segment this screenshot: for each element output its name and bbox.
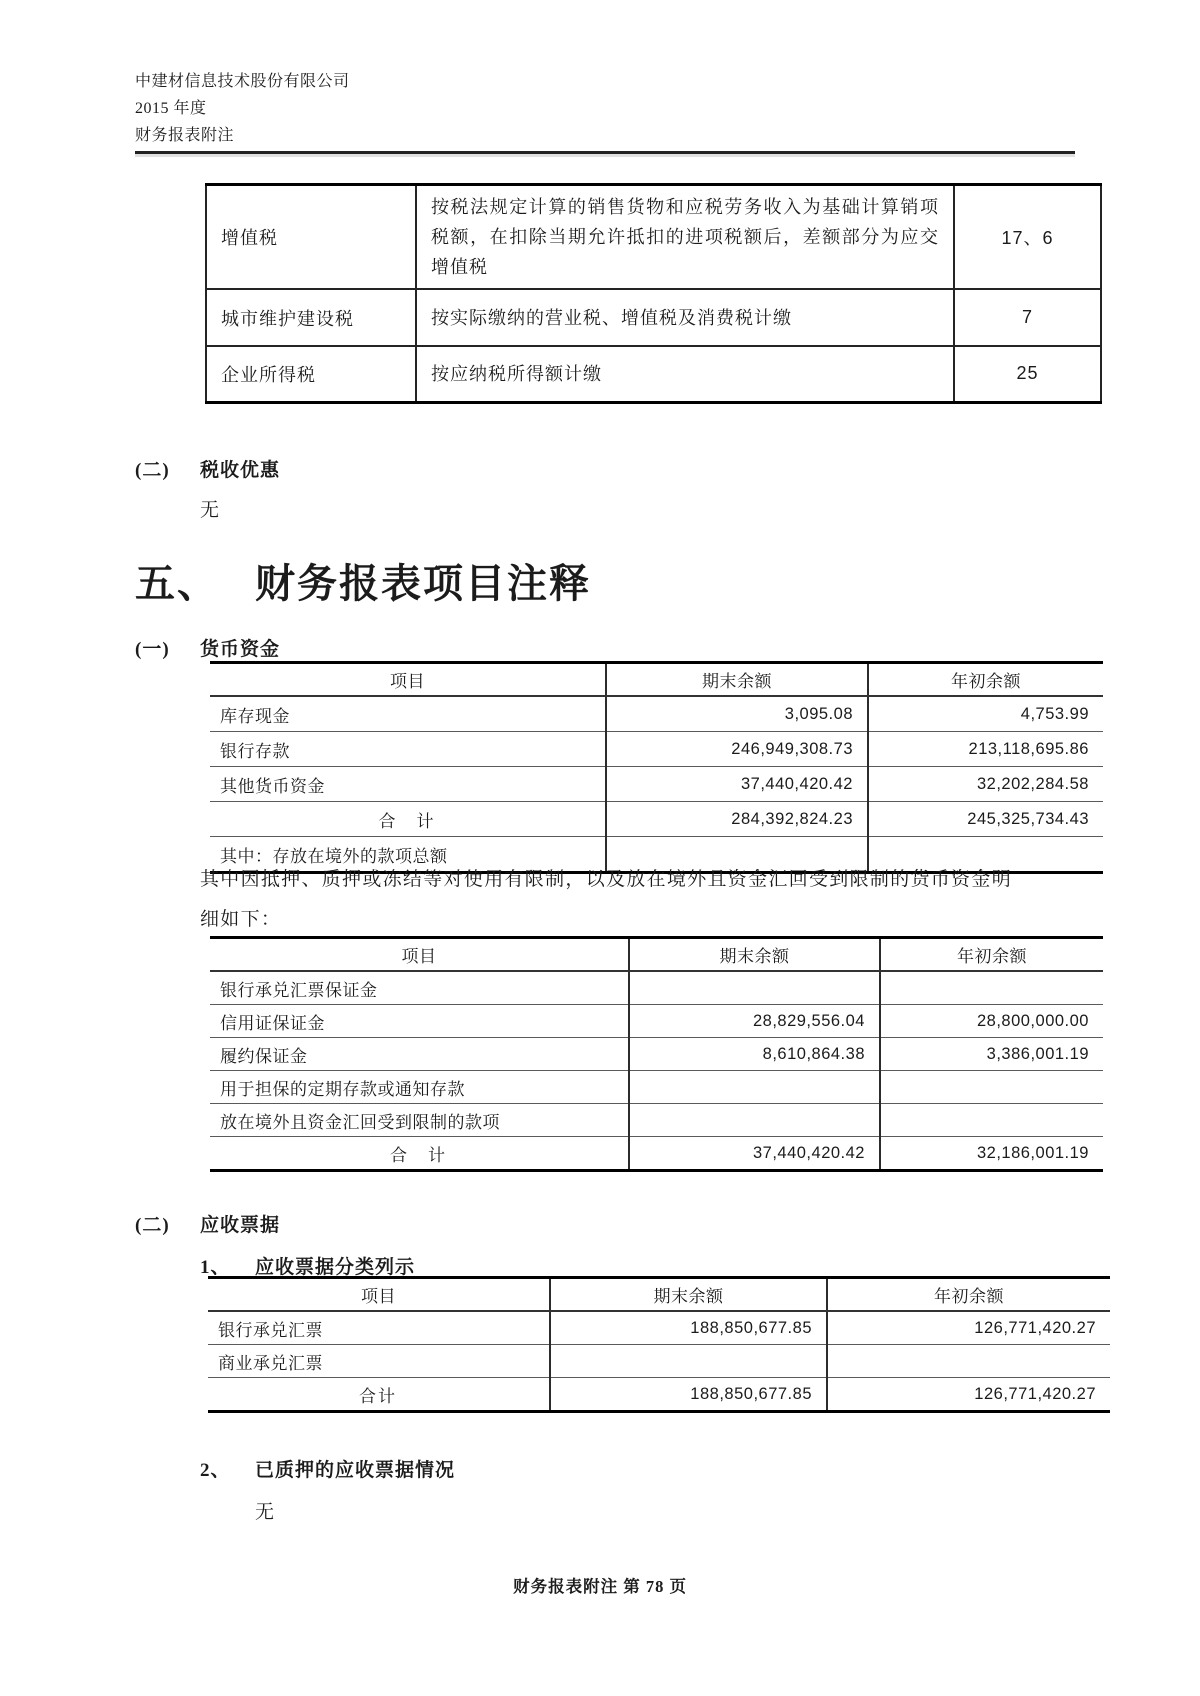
beginning-balance-cell: 32,202,284.58 (868, 767, 1103, 802)
col-header-beginning: 年初余额 (880, 938, 1103, 972)
tax-rate-cell: 25 (954, 346, 1101, 402)
tax-basis-cell: 按实际缴纳的营业税、增值税及消费税计缴 (416, 289, 954, 346)
table-row (210, 732, 1103, 767)
table-row (210, 767, 1103, 802)
ending-balance-cell: 284,392,824.23 (606, 802, 868, 837)
col-header-ending: 期末余额 (606, 663, 868, 697)
tax-name-cell: 城市维护建设税 (206, 289, 416, 346)
notes-receivable-table (208, 1276, 1110, 1413)
chapter-index: 五、 (135, 561, 219, 606)
beginning-balance-cell: 28,800,000.00 (880, 1005, 1103, 1038)
col-header-item: 项目 (210, 663, 606, 697)
restricted-note-line1: 其中因抵押、质押或冻结等对使用有限制，以及放在境外且资金汇回受到限制的货币资金明 (200, 869, 1013, 890)
beginning-balance-cell: 213,118,695.86 (868, 732, 1103, 767)
tax-basis-cell: 按税法规定计算的销售货物和应税劳务收入为基础计算销项税额，在扣除当期允许抵扣的进项税额后，差额部分为应交增值税 (416, 185, 954, 290)
ending-balance-cell: 8,610,864.38 (629, 1038, 880, 1071)
beginning-balance-cell (880, 1071, 1103, 1104)
section-index: (二) (135, 460, 170, 481)
tax-rate-table (205, 183, 1102, 404)
ending-balance-cell (629, 1071, 880, 1104)
beginning-balance-cell (880, 1104, 1103, 1137)
section-tax-preference (135, 455, 280, 482)
item-cell: 其他货币资金 (210, 767, 606, 802)
ending-balance-cell: 28,829,556.04 (629, 1005, 880, 1038)
ending-balance-cell: 3,095.08 (606, 696, 868, 732)
table-row (210, 1104, 1103, 1137)
tax-name-cell: 增值税 (206, 185, 416, 290)
table-header-row (208, 1278, 1110, 1312)
ending-balance-cell (550, 1345, 827, 1378)
ending-balance-cell (629, 1104, 880, 1137)
table-header-row (210, 938, 1103, 972)
item-cell: 其中：存放在境外的款项总额 (220, 846, 448, 866)
section-index: (一) (135, 639, 170, 660)
col-header-ending: 期末余额 (629, 938, 880, 972)
header-rule (135, 151, 1075, 154)
item-cell: 信用证保证金 (210, 1005, 629, 1038)
table-row (210, 1071, 1103, 1104)
beginning-balance-cell: 4,753.99 (868, 696, 1103, 732)
col-header-ending: 期末余额 (550, 1278, 827, 1312)
section-index: (二) (135, 1215, 170, 1236)
table-row (210, 971, 1103, 1005)
beginning-balance-cell (827, 1345, 1110, 1378)
beginning-balance-cell: 245,325,734.43 (868, 802, 1103, 837)
subsection-body: 无 (255, 1502, 276, 1523)
page-footer: 财务报表附注 第 78 页 (513, 1577, 687, 1596)
col-header-item: 项目 (210, 938, 629, 972)
beginning-balance-cell: 126,771,420.27 (827, 1311, 1110, 1345)
table-header-row (210, 663, 1103, 697)
tax-name-cell: 企业所得税 (206, 346, 416, 402)
tax-rate-cell: 7 (954, 289, 1101, 346)
table-row-total (210, 802, 1103, 837)
table-row-total (208, 1378, 1110, 1412)
fiscal-year: 2015 年度 (135, 100, 207, 117)
restricted-funds-table (210, 936, 1103, 1172)
col-header-item: 项目 (208, 1278, 550, 1312)
ending-balance-cell: 37,440,420.42 (629, 1137, 880, 1171)
tax-rate-cell: 17、6 (954, 185, 1101, 290)
beginning-balance-cell: 32,186,001.19 (880, 1137, 1103, 1171)
ending-balance-cell (629, 971, 880, 1005)
item-cell: 放在境外且资金汇回受到限制的款项 (210, 1104, 629, 1137)
table-row-total (210, 1137, 1103, 1171)
table-row (208, 1345, 1110, 1378)
table-row (210, 1005, 1103, 1038)
beginning-balance-cell: 126,771,420.27 (827, 1378, 1110, 1412)
item-cell: 合 计 (390, 1145, 447, 1165)
running-header (135, 68, 350, 149)
section-title: 货币资金 (200, 639, 281, 660)
table-row (210, 1038, 1103, 1071)
table-row (208, 1311, 1110, 1345)
company-name: 中建材信息技术股份有限公司 (135, 73, 350, 90)
subsection-notes-classification (200, 1252, 415, 1279)
item-cell: 用于担保的定期存款或通知存款 (210, 1071, 629, 1104)
subsection-index: 2、 (200, 1460, 231, 1481)
section-title: 税收优惠 (200, 460, 281, 481)
restricted-note-line2: 细如下： (200, 909, 282, 930)
beginning-balance-cell: 3,386,001.19 (880, 1038, 1103, 1071)
ending-balance-cell: 188,850,677.85 (550, 1378, 827, 1412)
item-cell: 银行承兑汇票保证金 (210, 971, 629, 1005)
item-cell: 履约保证金 (210, 1038, 629, 1071)
col-header-beginning: 年初余额 (868, 663, 1103, 697)
chapter-heading (135, 560, 591, 608)
item-cell: 银行存款 (210, 732, 606, 767)
section-body: 无 (200, 500, 221, 521)
chapter-title: 财务报表项目注释 (255, 561, 591, 606)
monetary-funds-table (210, 661, 1103, 874)
table-row (206, 289, 1101, 346)
item-cell: 合计 (359, 1386, 397, 1406)
item-cell: 合 计 (210, 802, 606, 837)
ending-balance-cell: 188,850,677.85 (550, 1311, 827, 1345)
subsection-title: 已质押的应收票据情况 (255, 1460, 456, 1481)
ending-balance-cell: 246,949,308.73 (606, 732, 868, 767)
doc-type: 财务报表附注 (135, 127, 235, 144)
subsection-index: 1、 (200, 1257, 231, 1278)
table-row (210, 696, 1103, 732)
table-row (206, 185, 1101, 290)
ending-balance-cell: 37,440,420.42 (606, 767, 868, 802)
item-cell: 银行承兑汇票 (208, 1311, 550, 1345)
table-row (206, 346, 1101, 402)
subsection-title: 应收票据分类列示 (255, 1257, 416, 1278)
section-title: 应收票据 (200, 1215, 281, 1236)
subsection-pledged-notes (200, 1455, 455, 1482)
section-notes-receivable (135, 1210, 280, 1237)
section-monetary-funds (135, 634, 280, 661)
item-cell: 库存现金 (210, 696, 606, 732)
item-cell: 商业承兑汇票 (208, 1345, 550, 1378)
tax-basis-cell: 按应纳税所得额计缴 (416, 346, 954, 402)
col-header-beginning: 年初余额 (827, 1278, 1110, 1312)
beginning-balance-cell (880, 971, 1103, 1005)
